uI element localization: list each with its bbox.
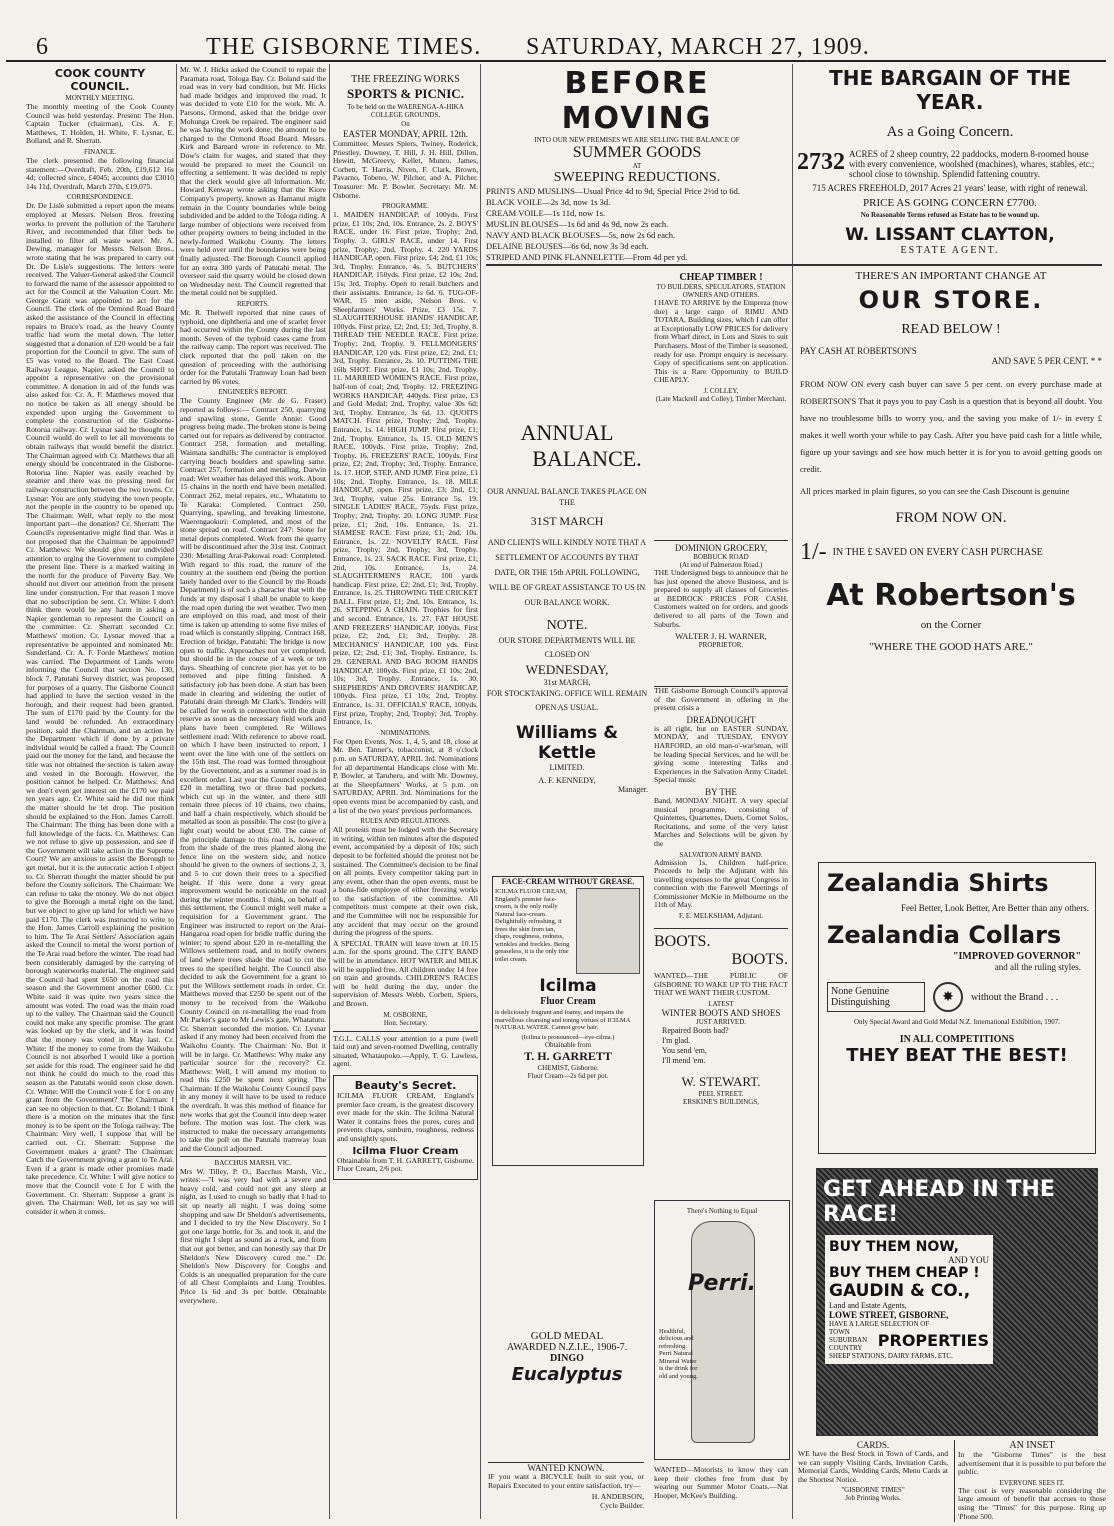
properties-label: PROPERTIES [877,1330,989,1350]
advert-body2: The cost is very reasonable considering the large amount of benefit that accrues to those using the "Times" for this purpose. Ring up 'Phone 500. [958,1485,1106,1521]
proprietor-name: WALTER J. H. WARNER, [675,631,767,642]
chemist-location: CHEMIST, Gisborne. [537,1063,599,1072]
section-heading: RULES AND REGULATIONS. [360,817,451,826]
advert-title: THE BARGAIN OF THE YEAR. [829,66,1071,114]
good-hats-line: "WHERE THE GOOD HATS ARE." [869,641,1033,653]
facecream-price: Fluor Cream—2s 6d per pot. [527,1071,609,1080]
facecream-product: Icilma [539,976,597,996]
reports-paragraph: Mr. R. Thelwell reported that nine cases of typhoid, one diphtheria and one of scarlet fever had occurred within the County during the last month. Seven of the typhoid cases came from the railway camp. The report was received. The clerk reported that the poll taken on the question of proceeding with the authorising order for the Patutahi Tramway Loan had been carried by 86 votes. [180,308,326,386]
column-rule [329,64,330,1519]
brand-star-icon: ✸ [933,982,963,1012]
finance-paragraph: The clerk presented the following financial statement:—Overdraft, Feb. 20th, £19,612 16s 4d; collected since, £4045; accounts due £3010 14s 11d. Overdraft, March 27th, £19,075. [26,155,174,191]
article-body: Dr. De Lisle submitted a report upon the means employed at Messrs. Nelson Bros. freezing works to prevent the pollution of the Taruheru River, and recommended that filter beds be installed to filter all waste water. Mr. A. Dewing, manager for Messrs. Nelson Bros., wrote stating that he was prepared to carry out Dr. De Lisle's suggestions. The letters were received. The Valuer-General asked the Council to forward the name of the assessor appointed to act for the Council at the Valuation Court. Mr. George Grant was appointed to act for the Council. The clerk of the Ormond Road Board asked the assistance of the Council in effecting repairs to Bruce's road, as the heavy County traffic had worn the metal down. The letter suggested that a donation of £20 would be a fair proportion for the Council to give. The sum of £5 was voted to the Board. The East Coast Railway League, Napier, asked the Council to appoint a representative on the provisional committee. A donation in aid of the funds was also asked for. Cr. A. F. Matthews moved that no notice be taken as all energy should be expended upon urging the Government to complete the construction of the Gisborne-Rotorua railway. Cr. Lysnar said he thought the Council would do well to let all movements to obtain railways that would benefit the district. The Chairman agreed with Cr. Matthews that all energy should be concentrated in the Gisborne-Rotorua line. Napier was easily reached by steamer and there was no pressing need for railway construction between the two towns. Cr. Lysnar: You are only studying the town people, not the people in the country to be opened up. The Chairman: Well, what reply to the most important part—the donation? Cr. Sherratt: The Council's representative might find that. Was it not proposed that the Chairman be appointed? Cr. Matthews: We should give our undivided attention to urging the Government to complete the present line. There is a marked waiting in the north for the produce of Poverty Bay. We should not divert our attention from the present line under construction. For that reason I move that no subscription be sent. Cr. White: I don't think there would be any harm in asking a Napier gentleman to represent the Council on the committee. Cr. Sherratt seconded Cr. Matthews' motion. Cr. Lysnar moved that a representative be appointed and nominated Mr. Sunderland. Cr. A. F. Forde Matthews' motion was carried. The Department of Lands wrote informing the Council that section No. 130, block 7, Patutahi Survey district, was proposed for purposes of a quarry. The Gisborne Council had applied to have the section vested in the borough, and their request had been granted. The sum of £170 paid by the County for the land would be refunded. An extraordinary position, said the Chairman, and an action by the Department which if done by a private individual would be called a fraud. The Council paid out the money for the land, and because the title was not obtained the section is taken away and vested in the Borough. However, the position cannot be helped. Cr. Matthews: And we don't even get interest on the £170 we paid ten years ago. Cr. White said he did not think the matter should be let drop. The position should be explained to the Hon. James Carroll. The Chairman: The thing has been done with a full knowledge of the facts. Cr. Matthews: Can we not refuse to give up possession, and see if the Government will take action in the Supreme Court? We are anxious to assist the Borough to get metal, but it is the autocratic action I object to. Cr. Sherratt thought the matter should be put before the County solicitors. The Chairman: We can refuse to take the money. We do not object to give the Borough a metal right on the land, but we object to give up land for which we have paid £170. The clerk was instructed to write to the Hon. James Carroll explaining the position to him. The Te Arai Settlers' Association again asked the Council to metal the worst portion of the Te Arai road before the winter. The road had been considerably damaged by the carrying of borough waterworks material. The engineer said the Council had spent £650 on the road this season and the Government another £600. Cr. White said it was quite two years since the amount was voted. The road was the main road up to the valley. The Chairman said the Council could not make any specific promise. The grant was looked up by the clerk, and it was found that the money was voted in May last. Cr. White: If the money to come from the Waikohu Council is not absorbed I would like a portion set aside for this road. The engineer said he did not think he could do much to the road this season as the Patutahi would soon close down. Cr. White: Will the Council vote £ for £ on any grant from the Government? The Chairman: I can see no objection to that. Cr. Boland: I think there is a motion on the minutes that the first money is to be spent on the Tologa railway. The Chairman: Very well, I suppose that will be carried out. Cr. Sherratt: Suppose the Government makes a grant? The Chairman: Catch the Government giving a grant to Te Arai. Even if a grant is made other promises made take precedence. Cr. White: I will give notice to move that the Council vote £ for £ with the Government. Cr. Sherratt: Suppose a grant is given. The Chairman: Well, let us say we will consider it when it comes. [26,201,174,1216]
latest-label: LATEST [708,999,734,1008]
page-number: 6 [36,34,49,60]
firm-limited: LIMITED. [549,763,585,772]
shilling-symbol: 1/- [800,539,827,565]
advert-title: CARDS. [856,1440,890,1450]
woman-portrait [576,888,640,974]
cook-county-council-column [26,66,174,1520]
secretary-title: Hon. Secretary. [383,1018,428,1027]
builder-name: H. ANDERSON, [591,1492,644,1502]
competitions-line: IN ALL COMPETITIONS [899,1034,1015,1045]
before-moving-advert [486,66,788,262]
medal-year: 1906-7. [596,1342,628,1353]
improved-governor: "IMPROVED GOVERNOR" [952,951,1081,962]
advert-title: BALANCE. [532,446,642,471]
and-you: AND YOU [948,1255,989,1265]
eucalyptus-product: Eucalyptus [511,1364,623,1385]
closing-day: WEDNESDAY, [525,662,609,677]
genuine-label: None Genuine Distinguishing [827,982,925,1012]
rhyme-line: I'll mend 'em. [662,1055,706,1065]
advert-title: ANNUAL [520,420,614,445]
perri-advert [654,1200,790,1460]
band-paragraph: Band, MONDAY NIGHT. A very special musical programme, consisting of Quintettes, Quartettes, Duets, Cornet Solos, Recitations, and some of the very latest Marches and Selections will be given by the [654,795,788,848]
arrived-label: JUST ARRIVED. [695,1017,747,1026]
dominion-grocery-advert [654,540,788,683]
our-store-heading: OUR STORE. [858,286,1044,314]
advert-title: THERE'S AN IMPORTANT CHANGE AT [855,270,1047,282]
advert-title: AN INSET [1009,1440,1055,1451]
saved-line: IN THE £ SAVED ON EVERY CASH PURCHASE [832,547,1043,558]
issue-date: SATURDAY, MARCH 27, 1909. [526,34,870,60]
award-line: Only Special Award and Gold Medal N.Z. International Exhibition, 1907. [853,1018,1060,1026]
programme-list: 1. MAIDEN HANDICAP, of 100yds. First prize, £1 10s; 2nd, 10s. Entrance, 2s. 2. BOYS' RACE, under 16. First prize, Trophy; 2nd, Trophy. 3. GIRLS' RACE, under 14. First prize, Trophy; 2nd, Trophy. 4. 220 YARDS HANDICAP, open. First prize, £4; 2nd, £1 10s; 3rd, Trophy. Entrance, 4s. 5. BUTCHERS' HANDICAP, 150yds. First prize, £2 10s; 2nd, 15s; 3rd, Trophy. Open to retail butchers and their assistants. Entrance, 1s 6d. 6. TUG-OF-WAR, 15 men aside, Nelson Bros. v. Sheepfarmers' Works. Prize, £3 15s. 7. SLAUGHTERHOUSE HANDS' HANDICAP, 100yds. First prize, £2; 2nd, £1; 3rd, Trophy. 8. THREAD THE NEEDLE RACE. First prize, Trophy; 2nd, Trophy. 9. FELLMONGERS' HANDICAP, 120 yds. First prize, £2; 2nd, £1; 3rd, Trophy. Entrance, 2s. 10. PUTTING THE 16lb SHOT. First prize, £1 10s; 2nd, Trophy. 11. MARRIED WOMEN'S RACE. First prize, half-ton of coal; 2nd, Trophy. 12. FREEZING WORKS HANDICAP, 440yds. First prize, £3 and Gold Medal; 2nd, Trophy, value 30s 6d; 3rd, Trophy. Entrance, 3s 6d. 13. QUOITS MATCH. First prize, Trophy; 2nd, Trophy. Entrance, 1s. 14. HIGH JUMP. First prize, £1; 2nd, Trophy. Entrance, 1s. 15. OLD MEN'S RACE, 100yds. First prize, Trophy; 2nd, Trophy. 16. FREEZERS' RACE, 100yds. First prize, £2; 2nd, Trophy; 3rd, Trophy. Entrance, 1s. 17. HOP, STEP, AND JUMP. First prize, £1 10s; 2nd, Trophy. Entrance, 1s. 18. MILE HANDICAP, open. First prize, £3; 2nd, £1; 3rd, Trophy, value 25s. Entrance 5s. 19. SINGLE LADIES' RACE, 75yds. First prize, Trophy; 2nd, Trophy. 20. LONG JUMP. First prize, £1; 2nd, 10s. Entrance, 1s. 21. SIAMESE RACE. First prize, £1; 2nd, 10s. Entrance, 1s. 22. NOVELTY RACE. First prize, Trophy; 2nd, Trophy; 3rd, Trophy. Entrance, 1s. 23. SACK RACE. First prize, £1; 2nd, 10s. Entrance, 1s. 24. SLAUGHTERMEN'S RACE, 100 yards handicap. First prize, £2; 2nd, £1; 3rd, Trophy. Entrance, 1s. 25. THROWING THE CRICKET BALL. First prize, £1; 2nd, 10s. Entrance, 1s. 26. STEPPING A CHAIN. Trophies for first and second. Entrance, 1s. 27. FAT HOUSE AND FREEZERS' HANDICAP, 100yds. First prize, £2; 2nd, £1; 3rd, Trophy. 28. MECHANICS' HANDICAP, 100 yds. First prize, £2; 2nd, £1; 3rd, Trophy. Entrance, 1s. 29. GENERAL AND BAG ROOM HANDS HANDICAP, 100yds. First prize, £1 10s; 2nd, 10s; 3rd, Trophy. Entrance, 1s. 30. SHEPHERDS' AND DROVERS' HANDICAP, 100yds. First prize, £1 10s; 2nd, Trophy. Entrance, 1s. 31. OFFICIALS' RACE, 100yds. First prize, Trophy; 2nd, Trophy; 3rd, Trophy. Entrance, 1s. [333,210,478,727]
chemist-name: T. H. GARRETT [524,1048,612,1063]
advert-body: AND CLIENTS WILL KINDLY NOTE THAT A SETTLEMENT OF ACCOUNTS BY THAT DATE, OR THE 15th APRIL FOLLOWING, WILL BE OF GREAT ASSISTANCE TO US IN OUR BALANCE WORK. [487,538,647,607]
facecream-body2: is deliciously fragrant and foamy, and imparts the marvellous cleansing and toning virtues of ICILMA NATURAL WATER. Cannot grow hair. [495,1009,631,1031]
sports-picnic-column [333,66,478,1520]
save-line: AND SAVE 5 PER CENT. * * [991,356,1102,366]
engineer-report: The County Engineer (Mr de G. Fraser) reported as follows:— Contract 250, quarrying and spawling stone, Gentle Annie: Good progress being made. The broken stone is being carted out for repairs as delivered by contractor. Contract 258, formation and metalling, Waimata sandhills: The contractor is employed carrying beach boulders and spawling same. Contract 257, formation and metalling, Darwin road: Wet weather has delayed this work. About 15 chains in the north end have been metalled. Contract 262, metal repairs, etc., Whatatutu to Te Karaka: Completed. Contract 250, Quarrying, spawling, and breaking limestone, Waerengaokuri: Completed, and most of the stone spread on road. Contract 247: Stone for metal depots completed. Work from the quarry will be discontinued after the 31st inst. Contract 230: Metalling Arai-Pakowai road: Completed. With regard to this road, the nature of the country at the southern end (being the portion lately handed over to the Council by the Roads Department) is of such a character that with the funds at my disposal I shall be unable to keep the road open during the wet weather. Two men are employed on this road, and most of their time is taken up attending to some five miles of road which is constantly slipping. Contract 168, Erection of bridge, Patutahi: The bridge is now open to traffic. Approaches not yet completed, but should be in the course of a week or ten days. Sheathing of concrete pier has yet to be removed and pipe fitting finished. A satisfactory job has been done. A start has been made in clearing and widening the outlet of Patutahi drain through Mr Clark's. Tenders will be called for work in connection with the drain reserve as soon as the necessary field work and plans have been completed. Re Willows settlement road: With reference to above road, on which I have been instructed to report, I went over the line with one of the settlers on the 15th inst. The road was formed throughout by the Government, and as a summer road is in excellent order. Last year the Council expended £20 in metalling two or three bad pockets, which cut up in the winter, and there still remain three pieces of 10 chains, two chains, and half a chain respectively, which should be metalled as soon as possible. The cost (to give a light coat) would be about £30. The cause of the principle damage to this road is, however, from the shade of the trees planted along the fence line on the western side, and notice should be given to the owners of sections 2, 3, and 5 to cut down their trees to a specified height. If this were done a very great improvement would be noticeable on the road during the winter months. I think, on behalf of this settlement, the Council might well make a requisition for a Government grant. The Engineer was instructed to report on the Arai-Hangaroa road open for bridle traffic during the winter; to spend about £20 in re-metalling the Willows settlement road, and to notify owners of land where trees shade the road to cut the trees to the specified height. The Council also decided to ask the Government for a grant to put the Willows settlement roads in order. Cr. Matthews moved that £250 be spent out of the money to be received from the Waikohu County Council on re-metalling the road from Mr Parker's gate to Mr Lewis's gate, Whatatutu. Cr. Sherratt seconded the motion. Cr. Lysnar asked if any money had been received from the Waikohu County. The Chairman: No. But it will be in large. Cr. Matthews: Why make any particular source for the recovery? Cr. Matthews: Well, I will amend my motion to read this £250 be spent next spring. The Chairman: If the Waikohu County Council pays in any money it will have to be used to reduce the overdraft. It was this method of finance for new works that got the Council into deep water before. The motion was lost. The clerk was instructed to make the necessary arrangements to take the poll on the Patutahi tramway loan and the Council adjourned. [180,396,326,1154]
admission-paragraph: Admission 1s, Children half-price. Proceeds to help the Adjutant with his travelling expenses to the great Congress in connection with the Farewell Meetings of Commissioner McKie in Melbourne on the 11th of May. [654,857,788,910]
masthead [6,34,1106,62]
section-heading: BACCHUS MARSH, VIC. [180,1156,326,1167]
nominations-paragraph: For Open Events, Nos. 1, 4, 5, and 18, close at Mr. Ben. Tanner's, tobacconist, at 8 o'clock p.m. on SATURDAY, APRIL 3rd. Nominations for all departmental Handicaps close with Mr. P. Bowler, at Taruheru, and with Mr. Downey, at the Sheepfarmers' Works, at 5 p.m. on SATURDAY, APRIL 3rd. Nominations for the open events must be accompanied by cash, and a list of the two years' previous performances. [333,736,478,815]
secretary-name: M. OSBORNE, [383,1010,428,1019]
grocery-location: (At end of Palmerston Road.) [679,561,763,569]
selection-line: HAVE A LARGE SELECTION OF [829,1320,930,1328]
rhyme-line: Repaired Boots bad? [662,1025,729,1035]
medal-line: GOLD MEDAL [530,1330,604,1342]
property-types: TOWN SUBURBAN COUNTRY [829,1328,868,1352]
note-body: OUR STORE DEPARTMENTS WILL BE CLOSED ON [498,636,636,659]
event-date: EASTER MONDAY, APRIL 12th. [343,129,468,139]
by-line: BY THE [705,786,737,797]
ship-name: DREADNOUGHT [686,714,756,725]
price-list-item: NAVY AND BLACK BLOUSES—5s, now 2s 6d each. [486,230,676,240]
beat-best-line: THEY BEAT THE BEST! [846,1045,1068,1066]
testimonial-paragraph: Mrs W. Tilley, P. O., Bacchus Marsh, Vic., writes:—"I was very bad with a severe and heavy cold, and could not get any sleep at night, as I used to cough so badly that I had to sit up nearly all night. I was doing some shopping and saw Dr Sheldon's advertisements, and I decided to try the New Discovery. So I got one large bottle, for 3s. and took it, and the first night I slept as sound as a rock, and from that out got better, and can honestly say that Dr Sheldon's New Discovery cured me." Dr. Sheldon's New Discovery for Coughs and Colds is an unequalled preparation for the cure of all Chest Complaints and Lung Troubles. Price 1s 6d and 3s per bottle. Obtainable everywhere. [180,1166,326,1305]
article-body: Mr. W. J. Hicks asked the Council to repair the Paramata road, Tologa Bay. Cr. Boland said the road was in very bad condition, but Mr. Hicks had made bridges and improved the road. It was decided to vote £10 for the work. Mr. A. Parsons, Ormond, asked that the bridge over Mohunga Creek be repaired. The engineer said he was having the work done; the amount to be charged to the Ormond Road Board. Messrs. Kirk and Barnard wrote in reference to Mr. Dow's claim for wages, and stated that they would be prepared to meet the Council on effecting a settlement. It was decided to reply that the clerk would give all information. Mr. Howard Kenway wrote asking that the Kiore Company's property, known as Hamanui might remain in the County boundaries while being subdivided and be added to the Tologa riding. A large number of objections were received from other property owners to being included in the newly-formed Waikohu County. The letters were held over until the boundaries were being finally adjusted. The Borough Council applied for an extra 300 yards of Patutahi metal. The overseer said the quarry would be closed down on Wednesday next. The Council regretted that the metal could not be supplied. [180,66,326,298]
from-now-on: FROM NOW ON. [895,510,1007,526]
salvation-army-advert [654,686,788,927]
manager-title: Manager. [618,785,648,794]
tgl-advert: T.G.L. CALLS your attention to a pure (well laid out) and seven-roomed Dwelling, centrally situated, Whataupoko.—Apply, T. G. Lawless, agent. [333,1031,478,1069]
section-heading: FINANCE. [83,147,117,156]
advert-body: THE Undersigned begs to announce that he has just opened the above Business, and is prepared to supply all classes of Groceries at BEDROCK PRICES FOR CASH. Customers waited on for orders, and goods delivered to all parts of the Town and Suburbs. [654,568,788,629]
bargain-advert [797,66,1103,256]
robertsons-advert [800,270,1102,770]
horizontal-rule [486,264,1102,266]
article-heading: COOK COUNTY COUNCIL. [54,67,146,93]
advert-title: WANTED KNOWN. [527,1463,605,1473]
robertsons-name: At Robertson's [826,578,1076,613]
advert-body: FROM NOW ON every cash buyer can save 5 per cent. on every purchase made at ROBERTSON'S That it pays you to pay Cash is a question that is beyond all doubt. You have no troublesome bills to worry you, and the saving you make of 1/- in every £ makes it well worth your while to pay Cash. After you have paid cash for a little while, figure up your savings and see how much better it is for you to avoid getting goods on credit. [800,379,1102,474]
advert-body: In the "Gisborne Times" is the best advertisement that it is possible to put before the public. [958,1450,1106,1477]
advert-title: BOOTS. [654,933,711,950]
read-below: READ BELOW ! [901,322,1001,337]
buy-cheap: BUY THEM CHEAP ! [829,1265,980,1281]
price-list-item: DELAINE BLOUSES—6s 6d, now 3s 3d each. [486,241,649,251]
beauty-body: ICILMA FLUOR CREAM, England's premier face cream, is the greatest discovery ever made for the skin. The Icilma Natural Water it contains frees the pores, cures and prevents chaps, sunburn, roughness, redness and unsightly spots. [337,1090,474,1143]
zealandia-advert [818,862,1096,1154]
note-tail: FOR STOCKTAKING. OFFICE WILL REMAIN OPEN AS USUAL. [486,689,648,712]
freehold-line: 715 ACRES FREEHOLD, 2017 Acres 21 years' lease, with right of renewal. [812,183,1088,193]
price-list-item: BLACK VOILE—2s 3d, now 1s 3d. [486,197,611,207]
advert-at: AT [632,162,642,170]
buy-now: BUY THEM NOW, [829,1239,959,1255]
advert-body: OUR ANNUAL BALANCE TAKES PLACE ON THE [487,487,647,507]
agent-name: W. LISSANT CLAYTON, [845,225,1055,245]
beauty-advert [333,1075,478,1180]
brand-label: without the Brand . . . [971,991,1059,1003]
ruling-styles: and all the ruling styles. [994,962,1081,972]
advert-body2: All prices marked in plain figures, so you can see the Cash Discount is genuine [800,486,1070,496]
property-description: ACRES of 2 sheep country, 22 paddocks, modern 8-roomed house with every convenience, woolshed (machines), whares, stables, etc.; school close to township. Splendid fattening country. [849,149,1095,179]
motor-coats-advert [654,1466,788,1520]
proprietor-title: PROPRIETOR. [698,641,744,650]
advert-body: WANTED—THE PUBLIC OF GISBORNE TO WAKE UP TO THE FACT THAT WE WANT THEIR CUSTOM. [654,971,788,998]
closing-date: 31st MARCH, [543,678,591,687]
winter-boots-label: WINTER BOOTS AND SHOES [661,1007,781,1018]
office-name: "GISBORNE TIMES" [841,1486,905,1495]
price-list-item: PRINTS AND MUSLINS—Usual Price 4d to 9d, Special Price 2½d to 6d. [486,186,741,196]
advert-body: IF you want a BICYCLE built to suit you, or Repairs Executed to your entire satisfaction, try— [488,1472,644,1490]
merchant-name: J. COLLEY, [703,386,739,395]
inset-advert [954,1440,1106,1522]
wanted-known-advert [488,1462,644,1521]
perri-tagline: There's Nothing to Equal [686,1207,758,1215]
advert-sub: INTO OUR NEW PREMISES WE ARE SELLING THE BALANCE OF [534,136,740,144]
rhyme-line: I'm glad. [662,1035,691,1045]
beauty-product: Icilma Fluor Cream [352,1145,459,1157]
band-name: SALVATION ARMY BAND. [679,850,763,859]
builder-title: Cycle Builder. [600,1501,644,1511]
beauty-tail: Obtainable from T. H. GARRETT, Gisborne. Fluor Cream, 2/6 pot. [337,1155,474,1174]
section-heading: PROGRAMME. [382,202,429,211]
section-heading: NOMINATIONS. [380,728,431,737]
advert-body: I HAVE TO ARRIVE by the Empreza (now due) a large cargo of RIMU AND TOTARA, Building sizes, which I can offer at Exceptionally LOW PRICES for delivery from Wharf direct, in Lots and Sizes to suit Purchasers. Most of the Timber is seasoned, ready for use. Prompt enquiry is necessary. Copy of specifications sent on application. This is a Rare Opportunity to BUILD CHEAPLY. [654,298,788,385]
office-works: Job Printing Works. [845,1494,901,1503]
section-heading: REPORTS. [236,300,270,309]
corner-line: on the Corner [920,619,982,631]
gaudin-advert [816,1168,1098,1436]
price-list [486,186,788,262]
section-heading: CORRESPONDENCE. [66,193,134,202]
everyone-sees: EVERYONE SEES IT. [999,1478,1065,1487]
article-intro: The monthly meeting of the Cook County Council was held yesterday. Present: The Hon. Captain Tucker (chairman), Crs. A. F. Matthews, T. Holden, H. White, F. Lysnar, E. Bolland, and R. Sherratt. [26,102,174,146]
bottle-illustration [691,1221,755,1443]
advert-to: TO BUILDERS, SPECULATORS, STATION OWNERS AND OTHERS. [656,283,786,299]
column-rule [792,64,793,1519]
facecream-obtain: Obtainable from [544,1040,592,1049]
perri-brand: Perri. [687,1271,757,1296]
annual-balance-advert [486,270,648,860]
balance-date: 31ST MARCH [530,514,604,528]
advert-body: WE have the Best Stock in Town of Cards, and we can supply Visiting Cards, Invitation Cards, Memorial Cards, Wedding Cards, Menu Cards at the Shortest Notice. [798,1449,948,1484]
event-venue: To be held on the WAERENGA-A-HIKA COLLEGE GROUNDS, [347,103,464,119]
event-title: SPORTS & PICNIC. [347,86,464,101]
collars-heading: Zealandia Collars [827,921,1062,949]
medal-award: AWARDED N.Z.I.E., [506,1342,594,1353]
race-heading: GET AHEAD IN THE RACE! [823,1177,1055,1227]
acreage-number: 2732 [797,149,845,175]
facecream-title: FACE-CREAM WITHOUT GREASE. [501,877,635,886]
grocery-street: BOBBUCK ROAD [693,553,749,561]
advert-reductions: SWEEPING REDUCTIONS. [553,170,721,185]
firm-street: LOWE STREET, GISBORNE, [829,1310,949,1320]
price-list-item: MUSLIN BLOUSES—1s 6d and 4s 9d, now 2s each. [486,219,669,229]
article-subheading: MONTHLY MEETING. [65,94,135,102]
advert-title: DOMINION GROCERY, [674,543,768,553]
train-paragraph: A SPECIAL TRAIN will leave town at 10.15 a.m. for the sports ground. The CITY BAND will be in attendance. HOT WATER and MILK will be supplied free. All children under 14 free on train and grounds. CHILDREN'S RACES will be held during the day, under the supervision of Messrs Webb, Corbett, Spiers, and Brown. [333,938,478,1008]
advert-title: CHEAP TIMBER ! [679,272,763,283]
section-heading: ENGINEER'S REPORT. [218,388,288,397]
shop-street: PEEL STREET. [698,1089,744,1098]
event-title: THE FREEZING WORKS [351,74,460,85]
rules-paragraph: All protests must be lodged with the Secretary in writing, within ten minutes after the disputed event, accompanied by a deposit of 10s; such deposit to be forfeited should the protest not be sustained. The Committee's decision to be final on all points. Every competitor taking part in any event, other than the open events, must be a bona-fide employee of either freezing works to the satisfaction of the committee. All competitors must compete at their own risk, and the Committee will not be responsible for any accident that may occur on the ground during the progress of the sports. [333,825,478,938]
stations-line: SHEEP STATIONS, DAIRY FARMS, ETC. [829,1352,953,1360]
adjutant-name: F. E. MELKSHAM, Adjutant. [678,912,764,921]
advert-body: WANTED—Motorists to know they can keep their clothes free from dust by wearing our Summer Motor Coats.—Nat Hooper, McKee's Building. [654,1466,788,1500]
shop-building: ERSKINE'S BUILDINGS, [683,1097,759,1106]
shirts-heading: Zealandia Shirts [827,869,1049,897]
facecream-pron: (Icilma is pronounced—eye-cilma.) [521,1033,615,1041]
boots-advert [654,928,788,1189]
newspaper-title: THE GISBORNE TIMES. [206,34,482,60]
cheap-timber-advert [654,272,788,532]
advert-body: THE Gisborne Borough Council's approval of the Government in offering in the present crisis a [654,686,788,713]
dingo-eucalyptus-advert [492,1330,642,1426]
price-list-item: CREAM VOILE—1s 11d, now 1s. [486,208,606,218]
facecream-advert [492,876,644,1166]
agent-title: ESTATE AGENT. [900,245,1000,256]
facecream-body: ICILMA FLUOR CREAM, England's premier face-cream, is the only really Natural face-cream. Delightfully refreshing, it frees the skin from tan, chaps, roughness, redness, wrinkles and freckles. Being greaseless, it is the only true toilet cream. [495,888,570,963]
shop-name: W. STEWART. [681,1073,761,1089]
repair-rhyme [654,1026,788,1066]
committee-list: Committee: Messrs Spiers, Twiney, Roderick, Priestley, Downey, T. Hill, J. H. Hill, Dillon, Hewitt, McGreevy, Kellet, Munro, James, Corbett, T. Harris, Niven, F. Clark, Brown, Pavarno, Tobeno, W. Pilcher, and A. Pilcher. Treasurer: Mr. P. Bowler. Secretary: Mr. M. Osborne. [333,139,478,200]
price-line: PRICE AS GOING CONCERN £7700. [863,197,1037,209]
advert-firm: Williams & Kettle [515,723,619,763]
terms-line: No Reasonable Terms refused as Estate has to be wound up. [860,211,1040,219]
manager-name: A. F. KENNEDY, [538,776,596,785]
event-on: On [401,120,410,128]
pay-cash-line: PAY CASH AT ROBERTSON'S [800,346,917,356]
facecream-product2: Fluor Cream [540,996,596,1007]
firm-name: GAUDIN & CO., [829,1281,971,1301]
perri-body: Healthful, delicious and refreshing. Perri Natural Mineral Water is the drink for old and young. [659,1327,698,1380]
advert-title: BEFORE MOVING [561,66,713,136]
advert-body: is all right, but on EASTER SUNDAY, MONDAY, and TUESDAY, ENVOY HARFORD, an old man-o'-war'sman, will be leading Special Services, and he will be giving some interesting Talks and Experiences in the Salvation Army Citadel. Special music [654,723,788,785]
price-list-item: STRIPED AND PINK FLANNELETTE—From 4d per yd. [486,252,688,262]
council-continued-column [180,66,326,1520]
advert-goods: SUMMER GOODS [572,144,702,161]
rhyme-line: You send 'em, [662,1045,707,1055]
advert-sub: As a Going Concern. [886,124,1014,140]
note-heading: NOTE. [546,618,588,633]
medal-line [492,1342,642,1353]
dingo-brand: DINGO [550,1353,584,1364]
advert-title: BOOTS. [731,951,788,968]
merchant-title: (Late Mackrell and Colley), Timber Merchant. [655,394,787,403]
column-rule [480,64,481,1519]
cards-advert [798,1440,948,1522]
firm-agents: Land and Estate Agents, [829,1301,907,1310]
beauty-title: Beauty's Secret. [354,1078,457,1092]
shirts-tagline: Feel Better, Look Better, Are Better than any others. [901,903,1089,913]
column-rule [176,64,177,1519]
